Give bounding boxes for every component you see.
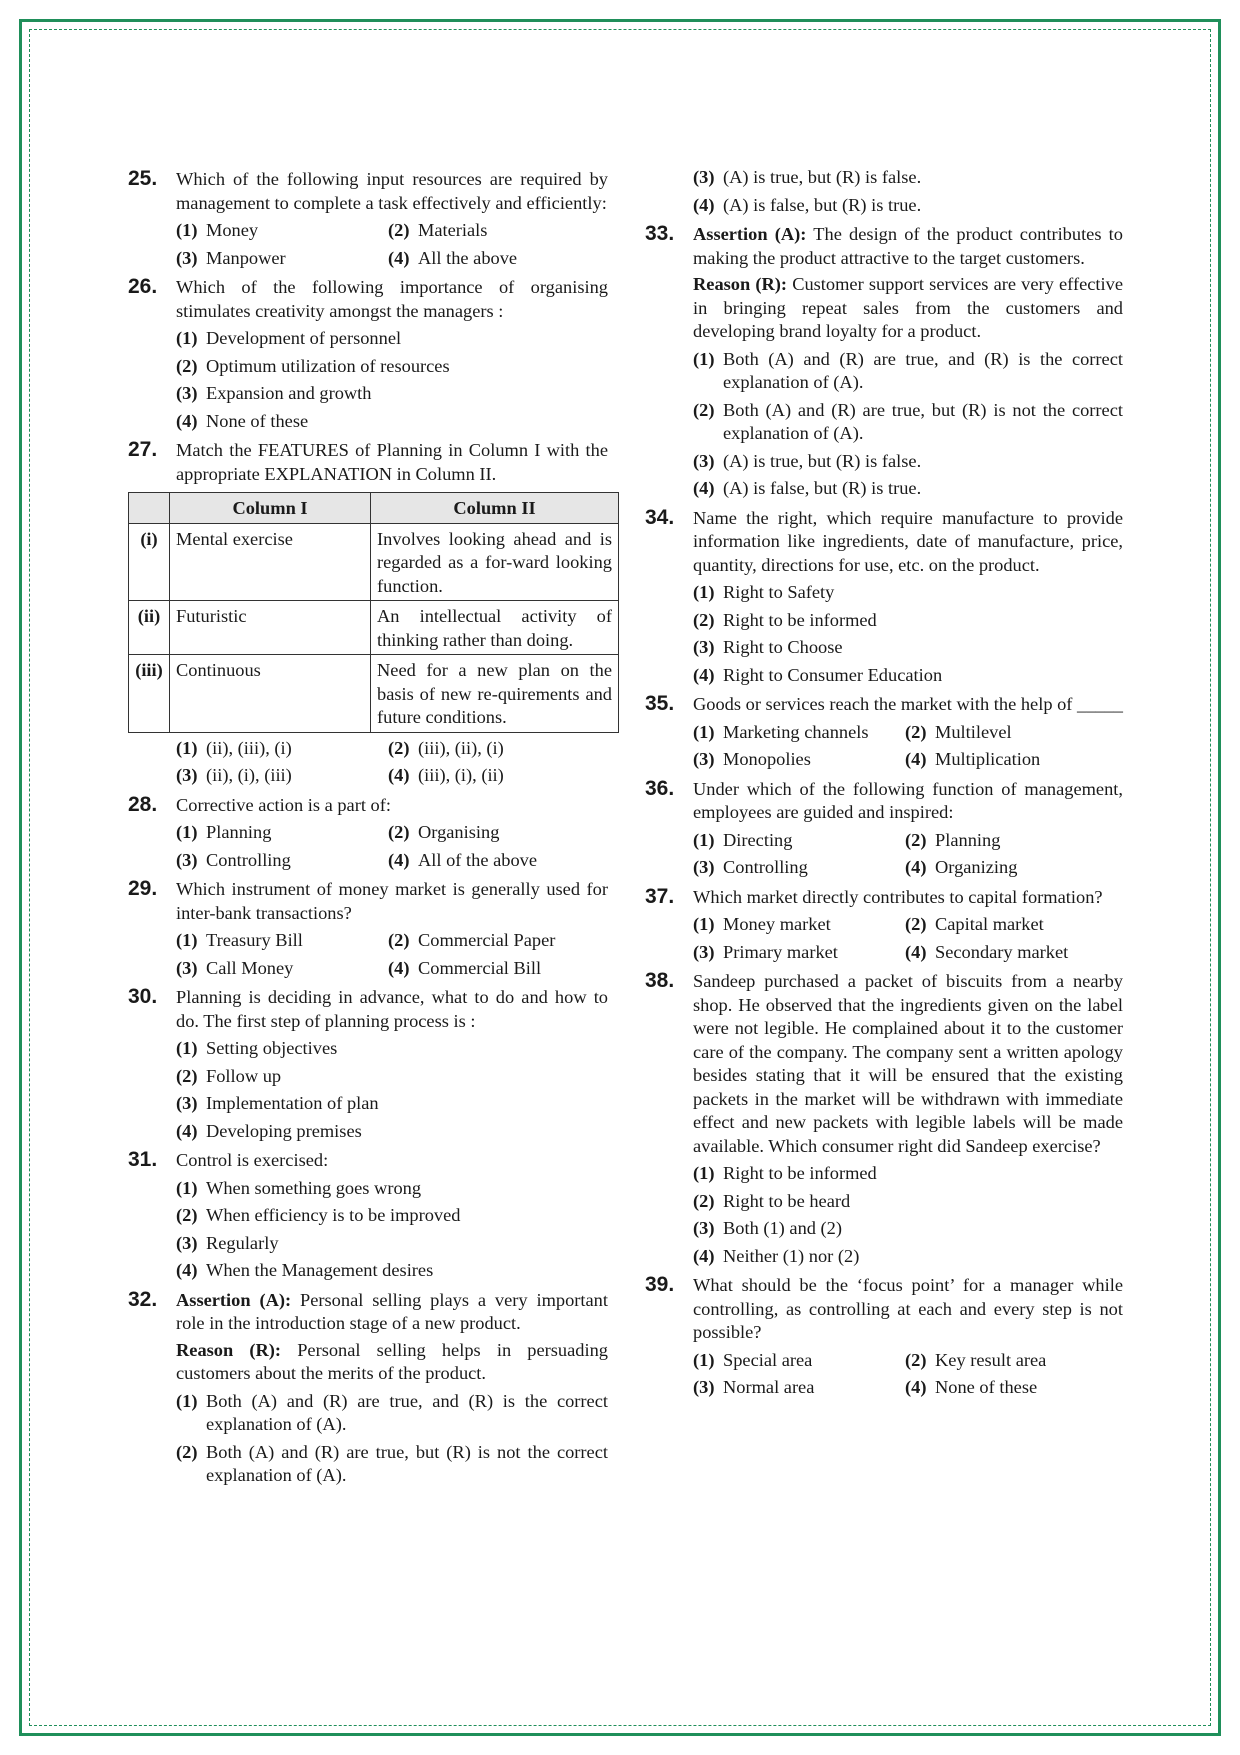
left-column [128, 167, 612, 1494]
table-header: Column I [170, 493, 371, 524]
option-2: (2) Follow up [176, 1065, 282, 1086]
option-4: (4) Commercial Bill [388, 957, 542, 978]
option-1: (1) Planning [176, 822, 272, 842]
option-2: (2) Both (A) and (R) are true, but (R) is not the correct explanation of (A). [693, 399, 1123, 443]
question-number: 25. [128, 167, 158, 190]
options [176, 219, 608, 270]
option-3: (3) (A) is true, but (R) is false. [693, 450, 922, 471]
question-number: 36. [645, 776, 675, 800]
table-header-row [129, 493, 619, 524]
option-1: (1) Marketing channels [693, 721, 869, 742]
question-text: What should be the ‘focus point’ for a manager while controlling, as controlling at each and every step is not possible? [693, 1275, 1123, 1342]
options [693, 348, 1123, 501]
table-header: Column II [371, 493, 619, 524]
question-36 [645, 778, 1123, 880]
option-4: (4) None of these [905, 1377, 1038, 1397]
option-3: (3) Manpower [176, 247, 286, 268]
option-1: (1) Development of personnel [176, 328, 402, 348]
option-2: (2) Right to be heard [693, 1190, 851, 1211]
option-3: (3) Monopolies [693, 749, 811, 769]
question-32 [128, 1289, 608, 1488]
option-3: (3) Normal area [693, 1377, 815, 1397]
option-1: (1) Both (A) and (R) are true, and (R) is the correct explanation of (A). [693, 348, 1123, 392]
row-number: (i) [129, 523, 170, 601]
option-4: (4) (A) is false, but (R) is true. [693, 194, 922, 215]
question-34 [645, 507, 1123, 688]
question-number: 27. [128, 438, 158, 461]
options [176, 1177, 608, 1283]
question-number: 26. [128, 275, 158, 298]
option-1: (1) Money [176, 220, 259, 240]
option-1: (1) Setting objectives [176, 1038, 338, 1058]
question-25 [128, 168, 608, 270]
option-3: (3) Controlling [176, 849, 291, 870]
options [693, 1349, 1123, 1400]
option-4: (4) When the Management desires [176, 1260, 434, 1280]
row-number: (ii) [129, 601, 170, 655]
option-4: (4) Organizing [905, 857, 1018, 877]
option-1: (1) Directing [693, 829, 793, 850]
option-2: (2) Both (A) and (R) are true, but (R) is not the correct explanation of (A). [176, 1441, 608, 1485]
feature-cell: Mental exercise [170, 523, 371, 601]
option-3: (3) (ii), (i), (iii) [176, 765, 292, 785]
option-1: (1) Treasury Bill [176, 930, 303, 950]
option-3: (3) Right to Choose [693, 637, 843, 657]
question-text: Which of the following importance of organising stimulates creativity amongst the managers : [176, 277, 608, 321]
option-2: (2) Right to be informed [693, 609, 877, 630]
options [176, 1037, 608, 1143]
option-3: (3) Implementation of plan [176, 1093, 379, 1113]
options [693, 829, 1123, 880]
question-text: Planning is deciding in advance, what to do and how to do. The first step of planning process is : [176, 987, 608, 1031]
match-table [128, 492, 619, 733]
question-text: Which instrument of money market is generally used for inter-bank transactions? [176, 879, 608, 923]
question-32-continued [645, 166, 1123, 217]
table-row [129, 601, 619, 655]
question-text: Name the right, which require manufacture to provide information like ingredients, date of manufacture, price, quantity, directions for use, etc. on the product. [693, 507, 1123, 575]
option-4: (4) Secondary market [905, 941, 1069, 962]
feature-cell: Continuous [170, 655, 371, 733]
option-1: (1) (ii), (iii), (i) [176, 737, 292, 758]
reason-statement: Reason (R): Personal selling helps in persuading customers about the merits of the product. [176, 1339, 608, 1383]
option-3: (3) Call Money [176, 957, 294, 978]
feature-cell: Futuristic [170, 601, 371, 655]
options [176, 327, 608, 433]
right-column [645, 168, 1123, 1406]
option-1: (1) Money market [693, 914, 831, 934]
question-number: 37. [645, 884, 675, 908]
reason-statement: Reason (R): Customer support services are very effective in bringing repeat sales from the customers and developing brand loyalty for a product. [693, 274, 1123, 341]
options [693, 721, 1123, 772]
option-3: (3) Regularly [176, 1232, 279, 1253]
option-2: (2) Organising [388, 822, 500, 842]
option-4: (4) Multiplication [905, 749, 1041, 769]
option-4: (4) Neither (1) nor (2) [693, 1245, 860, 1266]
explanation-cell: Need for a new plan on the basis of new re-quirements and future conditions. [371, 655, 619, 733]
question-number: 30. [128, 985, 158, 1008]
question-number: 34. [645, 505, 675, 529]
question-31 [128, 1149, 608, 1283]
option-3: (3) (A) is true, but (R) is false. [693, 167, 922, 187]
option-4: (4) None of these [176, 410, 309, 431]
question-26 [128, 276, 608, 433]
assertion-statement: Assertion (A): The design of the product contributes to making the product attractive to the target customers. [693, 224, 1123, 268]
options [176, 1390, 608, 1488]
option-2: (2) Planning [905, 829, 1001, 850]
table-row [129, 655, 619, 733]
table-row [129, 523, 619, 601]
question-text: Which of the following input resources are required by management to complete a task effectively and efficiently: [176, 169, 608, 213]
option-2: (2) Commercial Paper [388, 930, 556, 950]
options [693, 1162, 1123, 1268]
question-28 [128, 794, 608, 873]
option-4: (4) Right to Consumer Education [693, 664, 943, 685]
option-4: (4) (iii), (i), (ii) [388, 765, 504, 785]
option-2: (2) Materials [388, 220, 488, 240]
question-number: 32. [128, 1287, 158, 1311]
question-number: 33. [645, 222, 675, 245]
options [693, 913, 1123, 964]
option-1: (1) Special area [693, 1349, 813, 1370]
option-2: (2) Multilevel [905, 721, 1012, 742]
question-39 [645, 1274, 1123, 1400]
option-1: (1) Both (A) and (R) are true, and (R) is the correct explanation of (A). [176, 1390, 608, 1434]
question-37 [645, 886, 1123, 965]
option-4: (4) Developing premises [176, 1120, 362, 1141]
option-1: (1) When something goes wrong [176, 1177, 422, 1198]
option-2: (2) Key result area [905, 1349, 1047, 1370]
question-38 [645, 970, 1123, 1268]
explanation-cell: An intellectual activity of thinking rather than doing. [371, 601, 619, 655]
question-29 [128, 878, 608, 980]
question-number: 38. [645, 969, 675, 992]
question-text: Control is exercised: [176, 1150, 329, 1170]
option-3: (3) Controlling [693, 857, 808, 877]
question-text: Which market directly contributes to capital formation? [693, 886, 1103, 907]
option-2: (2) Optimum utilization of resources [176, 355, 450, 376]
assertion-statement: Assertion (A): Personal selling plays a very important role in the introduction stage of a new product. [176, 1289, 608, 1333]
options [176, 929, 608, 980]
question-number: 29. [128, 877, 158, 900]
option-2: (2) (iii), (ii), (i) [388, 737, 504, 758]
options [693, 166, 1123, 217]
option-1: (1) Right to be informed [693, 1163, 877, 1183]
question-text: Corrective action is a part of: [176, 794, 391, 815]
options [693, 581, 1123, 687]
option-3: (3) Primary market [693, 941, 838, 962]
option-3: (3) Expansion and growth [176, 383, 372, 403]
question-33 [645, 223, 1123, 501]
option-4: (4) All the above [388, 247, 518, 268]
question-text: Goods or services reach the market with the help of _____ [693, 694, 1124, 714]
option-4: (4) All of the above [388, 849, 537, 870]
options [176, 821, 608, 872]
table-header-blank [129, 493, 170, 524]
question-text: Sandeep purchased a packet of biscuits from a nearby shop. He observed that the ingredients given on the label were not legible. He complained about it to the customer care of the company. The company sent a written apology besides stating that it will be ensured that the existing packets in the market will be withdrawn with immediate effect and new packets with legible labels will be made available. Which consumer right did Sandeep exercise? [693, 971, 1123, 1156]
question-number: 28. [128, 792, 158, 816]
question-35 [645, 693, 1123, 772]
row-number: (iii) [129, 655, 170, 733]
question-27 [128, 438, 612, 788]
option-4: (4) (A) is false, but (R) is true. [693, 478, 922, 498]
question-30 [128, 986, 608, 1143]
option-2: (2) Capital market [905, 914, 1044, 934]
options [176, 737, 608, 788]
explanation-cell: Involves looking ahead and is regarded as a for-ward looking function. [371, 523, 619, 601]
question-text: Under which of the following function of management, employees are guided and inspired: [693, 778, 1123, 822]
option-3: (3) Both (1) and (2) [693, 1218, 843, 1238]
question-text: Match the FEATURES of Planning in Column I with the appropriate EXPLANATION in Column II. [176, 440, 608, 484]
question-number: 39. [645, 1273, 675, 1296]
question-number: 35. [645, 692, 675, 715]
option-2: (2) When efficiency is to be improved [176, 1205, 461, 1225]
question-number: 31. [128, 1148, 158, 1171]
option-1: (1) Right to Safety [693, 582, 835, 602]
